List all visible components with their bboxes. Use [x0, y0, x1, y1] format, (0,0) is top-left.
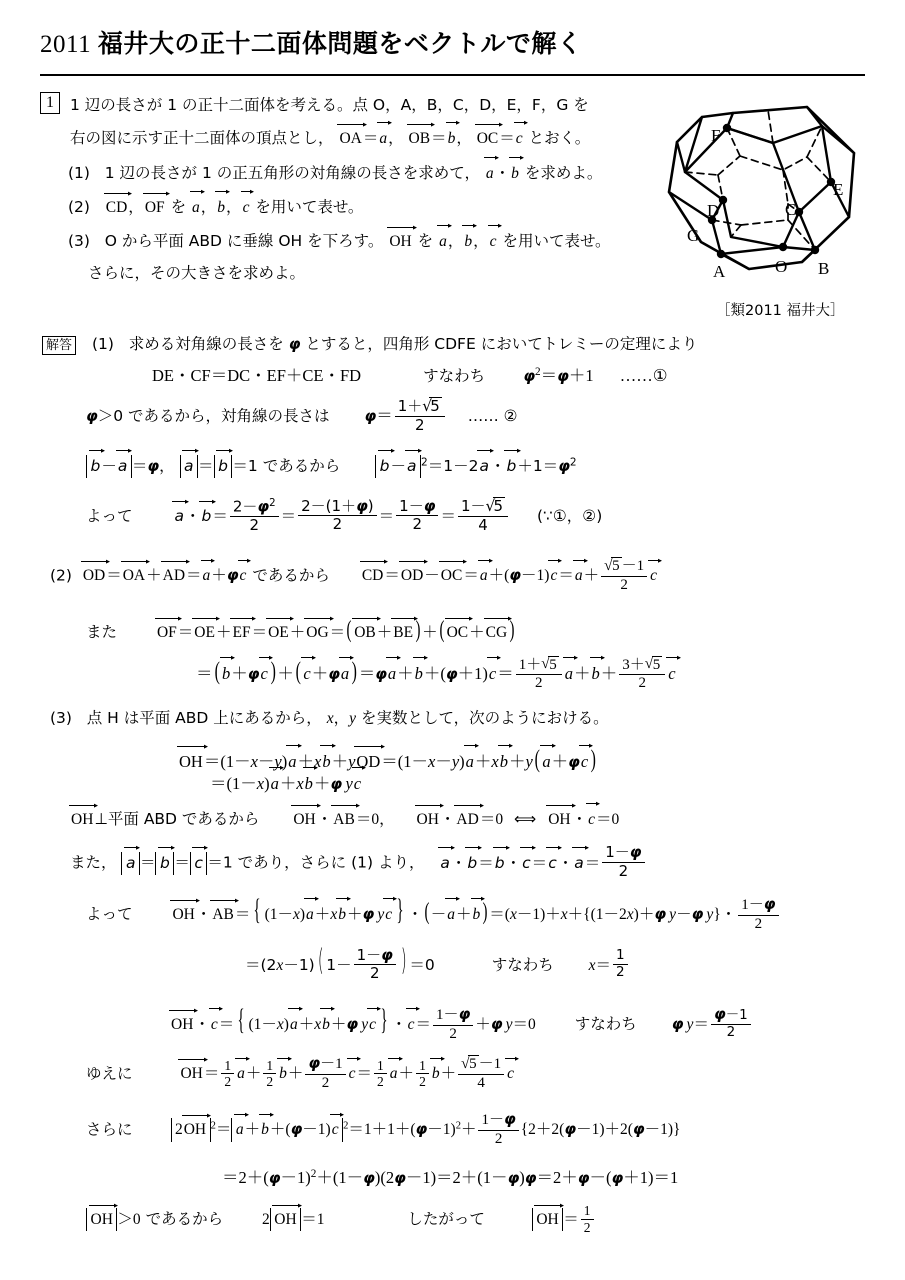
problem-item-1: (1) 1 辺の長さが 1 の正五角形の対角線の長さを求めて， a・b を求めよ。 [68, 162, 602, 185]
problem-item-3-cont: さらに，その大きさを求めよ。 [88, 264, 306, 282]
problem-item-2: (2) CD，OF を a，b，c を用いて表せ。 [68, 196, 363, 219]
solution-1-line-1: (1) 求める対角線の長さを φ とすると，四角形 CDFE においてトレミーの定理により [92, 335, 698, 353]
solution-3-perpendicular: OH⊥平面 ABD であるから OH・AB＝0， OH・AD＝0 ⟺ OH・c＝0 [70, 808, 619, 831]
solution-1-dot-product: よって a・b＝ $\frac{2-\varphi^2}{2}$ ＝ $\frac{2-(1+\varphi)}{2}$ ＝ $\frac{1-\varphi}{2}$ ＝ $\frac{1- √ 5}{4}$ (∵①，②) [86, 498, 602, 535]
solution-1-phi-positive: φ＞0 であるから，対角線の長さは φ＝ $\frac{1+ √ 5}{2}$ …… ② [86, 398, 518, 435]
vertex-label-G: G [687, 226, 700, 245]
solution-2-of-line-2: ＝( b＋φc )＋( c＋φa )＝φa＋b＋(φ＋1)c＝ $\frac{1+ √ 5}{2}$ a＋b＋ $\frac{3+ √ 5}{2}$ c [196, 652, 677, 694]
solution-3-norm-simplify: $=2+(\varphi-1)^2+(1-\varphi)(2\varphi-1)=2+(1-\varphi)\varphi=2+\varphi-(\varphi+1)=1$ [222, 1168, 679, 1187]
solution-3-oh-line-2: ＝(1－x)a＋xb＋φ yc [210, 772, 362, 797]
title-text: 福井大の正十二面体問題をベクトルで解く [97, 31, 583, 58]
problem-line-2: 右の図に示す正十二面体の頂点とし， OA＝a， OB＝b， OC＝c とおく。 [70, 127, 590, 150]
problem-line-1: 1 辺の長さが 1 の正十二面体を考える。点 O，A，B，C，D，E，F，G を [70, 96, 589, 114]
page-title [40, 24, 865, 60]
source-attribution: ［類2011 福井大］ [716, 303, 845, 319]
title-year: 2011 [40, 31, 92, 58]
dodecahedron-figure [655, 82, 887, 304]
vertex-label-D: D [707, 201, 720, 220]
title-divider [40, 74, 865, 76]
solution-3-line-1: (3) 点 H は平面 ABD 上にあるから， x，y を実数として，次のようにおける。 [50, 709, 609, 727]
vertex-label-C: C [785, 200, 797, 219]
problem-number-box: 1 [40, 92, 60, 117]
vertex-label-F: F [711, 126, 721, 145]
solution-3-x-result: ＝(2x－1)( 1－ $\frac{1-\varphi}{2}$ ) ＝0 すなわち x＝ $\frac{1}{2}$ [245, 938, 630, 984]
solution-3-oh-line-1: OH＝(1－x－y)a＋xb＋yOD＝(1－x－y)a＋xb＋y( a＋φc ) [179, 744, 597, 773]
solution-1-magnitudes: b－a ＝φ， a ＝ b ＝1 であるから b－a $^2$＝1－2a・$b+1=\varphi^2$ [86, 455, 577, 478]
solution-3-norm-sq: さらに 2OH $^2$＝ a＋b＋(φ－1)c $^2=1+1+(\varphi-1)^2+$ $\frac{1-\varphi}{2}$ {2＋2(φ－1)＋2(φ－1)} [86, 1110, 681, 1147]
vertex-label-B: B [818, 259, 830, 278]
solution-3-conclusion: OH ＞0 であるから 2 OH ＝1 したがって OH ＝ $\frac{1}{2}$ [86, 1204, 596, 1237]
vertex-label-A: A [713, 262, 726, 281]
solution-3-norms: また， a ＝ b ＝ c ＝1 であり，さらに (1) より， a・b＝b・c＝c・a＝ $\frac{1-\varphi}{2}$ [70, 845, 647, 881]
dodecahedron-svg [655, 82, 887, 304]
solution-2-of-line-1: また OF＝OE＋EF＝OE＋OG＝( OB＋BE )＋( OC＋CG ) [86, 617, 515, 643]
problem-item-3: (3) O から平面 ABD に垂線 OH を下ろす。 OH を a，b，c を用いて表せ。 [68, 230, 611, 253]
solution-2-line-1: (2) OD＝OA＋AD＝a＋φc であるから CD＝OD－OC＝a＋(φ－1)c＝a＋ √ $\frac{5 -1}{2}$ c [50, 558, 658, 595]
solution-header: 解答 [42, 334, 76, 359]
vertex-label-O: O [775, 257, 788, 276]
vertex-label-E: E [833, 180, 844, 199]
ptolemy-equation: DE・CF＝DC・EF＋CE・FD すなわち $\varphi^2=\varphi+1$ ……① [152, 366, 668, 385]
solution-3-ohc-result: OH・c＝ { (1－x)a＋xb＋φ yc } ・c＝ $\frac{1-\varphi}{2}$ ＋φ y＝0 すなわち φ y＝ $\frac{\varphi-1}{2}$ [170, 998, 753, 1044]
solution-3-expand: よって OH・AB＝ { (1－x)a＋xb＋φ yc } ・(－a＋b )＝(x－1)＋x＋{(1－2x)＋φ y－φ y}・ $\frac{1-\varphi}{2}$ [86, 888, 781, 934]
solution-3-oh-final: ゆえに OH＝ $\frac{1}{2}$ a＋ $\frac{1}{2}$ b＋ $\frac{\varphi-1}{2}$ c＝ $\frac{1}{2}$ a＋ $\frac{1}{2}$ b＋ √ $\frac{5 -1}{4}$ c [86, 1056, 515, 1093]
